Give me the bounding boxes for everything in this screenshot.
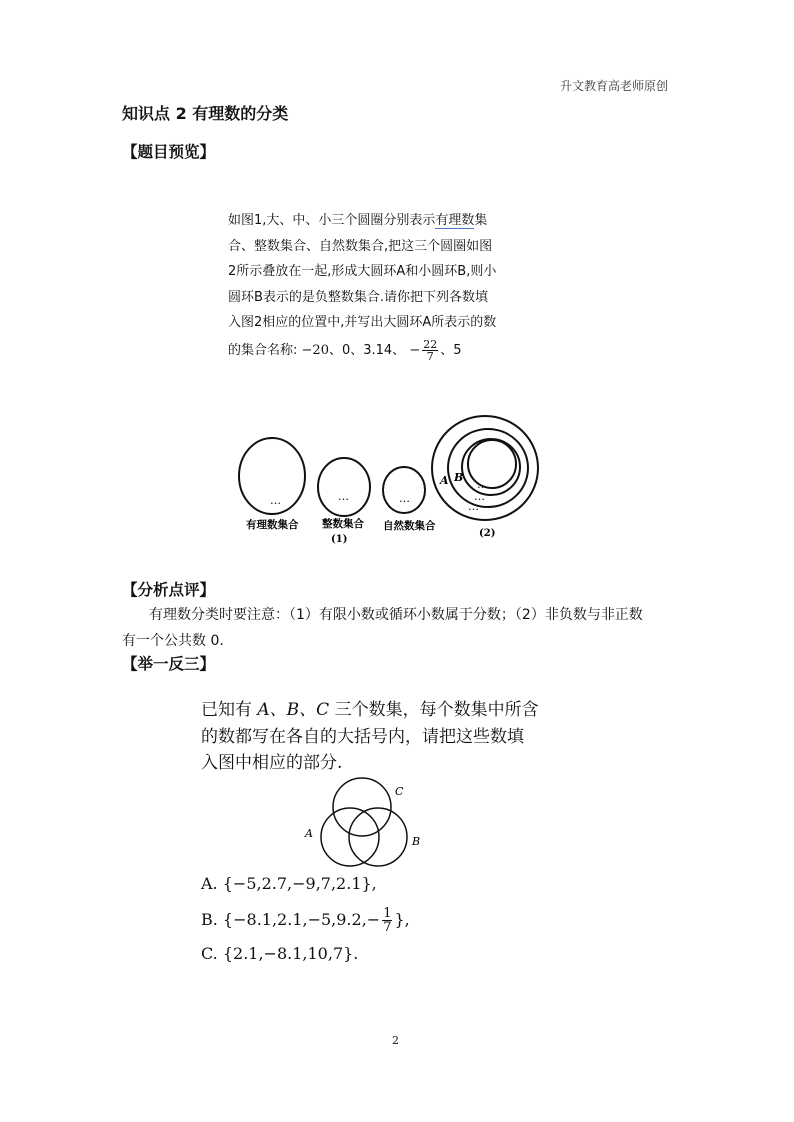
- practice-line-3: 入图中相应的部分.: [201, 753, 343, 773]
- problem-text: [228, 208, 528, 363]
- option-a: A. {−5,2.7,−9,7,2.1},: [201, 874, 377, 893]
- problem-line-5: 入图2相应的位置中,并写出大圆环A所表示的数: [228, 315, 497, 330]
- numbers-middle: 、0、3.14、: [328, 342, 406, 358]
- header-author-note: 升文教育高老师原创: [560, 79, 669, 93]
- venn-circle-a: [321, 808, 379, 866]
- section-heading-analysis: 【分析点评】: [122, 581, 216, 599]
- ellipsis-ring-1: …: [477, 478, 488, 491]
- practice-line-2: 的数都写在各自的大括号内，请把这些数填: [201, 726, 524, 747]
- ellipsis-ring-3: …: [468, 500, 479, 513]
- problem-line-1: [228, 208, 528, 234]
- option-c: C. {2.1,−8.1,10,7}.: [201, 944, 359, 963]
- venn-circle-b: [349, 808, 407, 866]
- problem-line-6: [228, 338, 528, 364]
- problem-line-1a: 如图1,大、中、小三个圆圈分别表示: [228, 213, 436, 228]
- problem-line-2: 合、整数集合、自然数集合,把这三个圆圈如图: [228, 238, 493, 254]
- circle-integer: [318, 458, 370, 516]
- option-b-fraction: [382, 907, 392, 934]
- analysis-line-2: 有一个公共数 0.: [122, 633, 224, 649]
- caption-figure-2: (2): [479, 528, 496, 539]
- venn-diagram: [300, 773, 430, 873]
- fraction-neg-22-7: [422, 339, 438, 362]
- option-b-numerator: 1: [383, 906, 392, 921]
- fraction-denominator: 7: [426, 349, 434, 363]
- option-b: [201, 907, 410, 934]
- ring-label-a: A: [440, 474, 449, 487]
- section-heading-preview: 【题目预览】: [122, 143, 216, 161]
- ellipsis-ring-2: …: [474, 490, 485, 503]
- practice-set-names: A、B、C: [257, 700, 330, 720]
- number-neg20: −20: [301, 342, 329, 358]
- label-rational-set: 有理数集合: [246, 519, 299, 531]
- ellipsis-integer: …: [338, 490, 349, 503]
- ring-inner: [468, 440, 516, 488]
- label-natural-set: 自然数集合: [383, 520, 436, 532]
- option-b-denominator: 7: [383, 920, 392, 935]
- ring-label-b: B: [454, 471, 464, 484]
- practice-text: [201, 697, 571, 777]
- section-heading-practice: 【举一反三】: [122, 655, 216, 673]
- practice-line-1a: 已知有: [201, 700, 258, 720]
- page-number: 2: [392, 1034, 399, 1047]
- problem-line-6-prefix: 的集合名称:: [228, 342, 298, 358]
- circle-natural: [383, 467, 425, 513]
- problem-line-4: 圆环B表示的是负整数集合.请你把下列各数填: [228, 289, 489, 305]
- number-5: 、5: [440, 342, 462, 358]
- problem-line-3: 2所示叠放在一起,形成大圆环A和小圆环B,则小: [228, 264, 497, 279]
- venn-label-c: C: [395, 785, 404, 798]
- problem-line-1c: 集: [474, 213, 488, 228]
- ellipsis-rational: …: [270, 494, 281, 507]
- practice-line-1: [201, 697, 571, 724]
- option-b-suffix: },: [394, 910, 410, 929]
- caption-figure-1: (1): [331, 534, 348, 545]
- venn-label-a: A: [305, 827, 313, 840]
- label-integer-set: 整数集合: [322, 518, 364, 530]
- ellipsis-natural: …: [399, 492, 410, 505]
- fraction-sign: −: [409, 342, 421, 358]
- practice-line-1b: 三个数集，每个数集中所含: [329, 700, 539, 720]
- fraction-numerator: 22: [423, 337, 438, 351]
- figure-set-circles: [230, 410, 550, 550]
- ring-inner-outer: [462, 439, 520, 495]
- analysis-line-1: 有理数分类时要注意：（1）有限小数或循环小数属于分数；（2）非负数与非正数: [149, 607, 643, 623]
- option-b-prefix: B. {−8.1,2.1,−5,9.2,−: [201, 910, 381, 929]
- page-title: 知识点 2 有理数的分类: [122, 104, 289, 123]
- analysis-text: [122, 602, 682, 654]
- venn-label-b: B: [412, 835, 421, 848]
- venn-circle-c: [333, 778, 391, 836]
- problem-underlined-word: 有理数: [435, 213, 475, 228]
